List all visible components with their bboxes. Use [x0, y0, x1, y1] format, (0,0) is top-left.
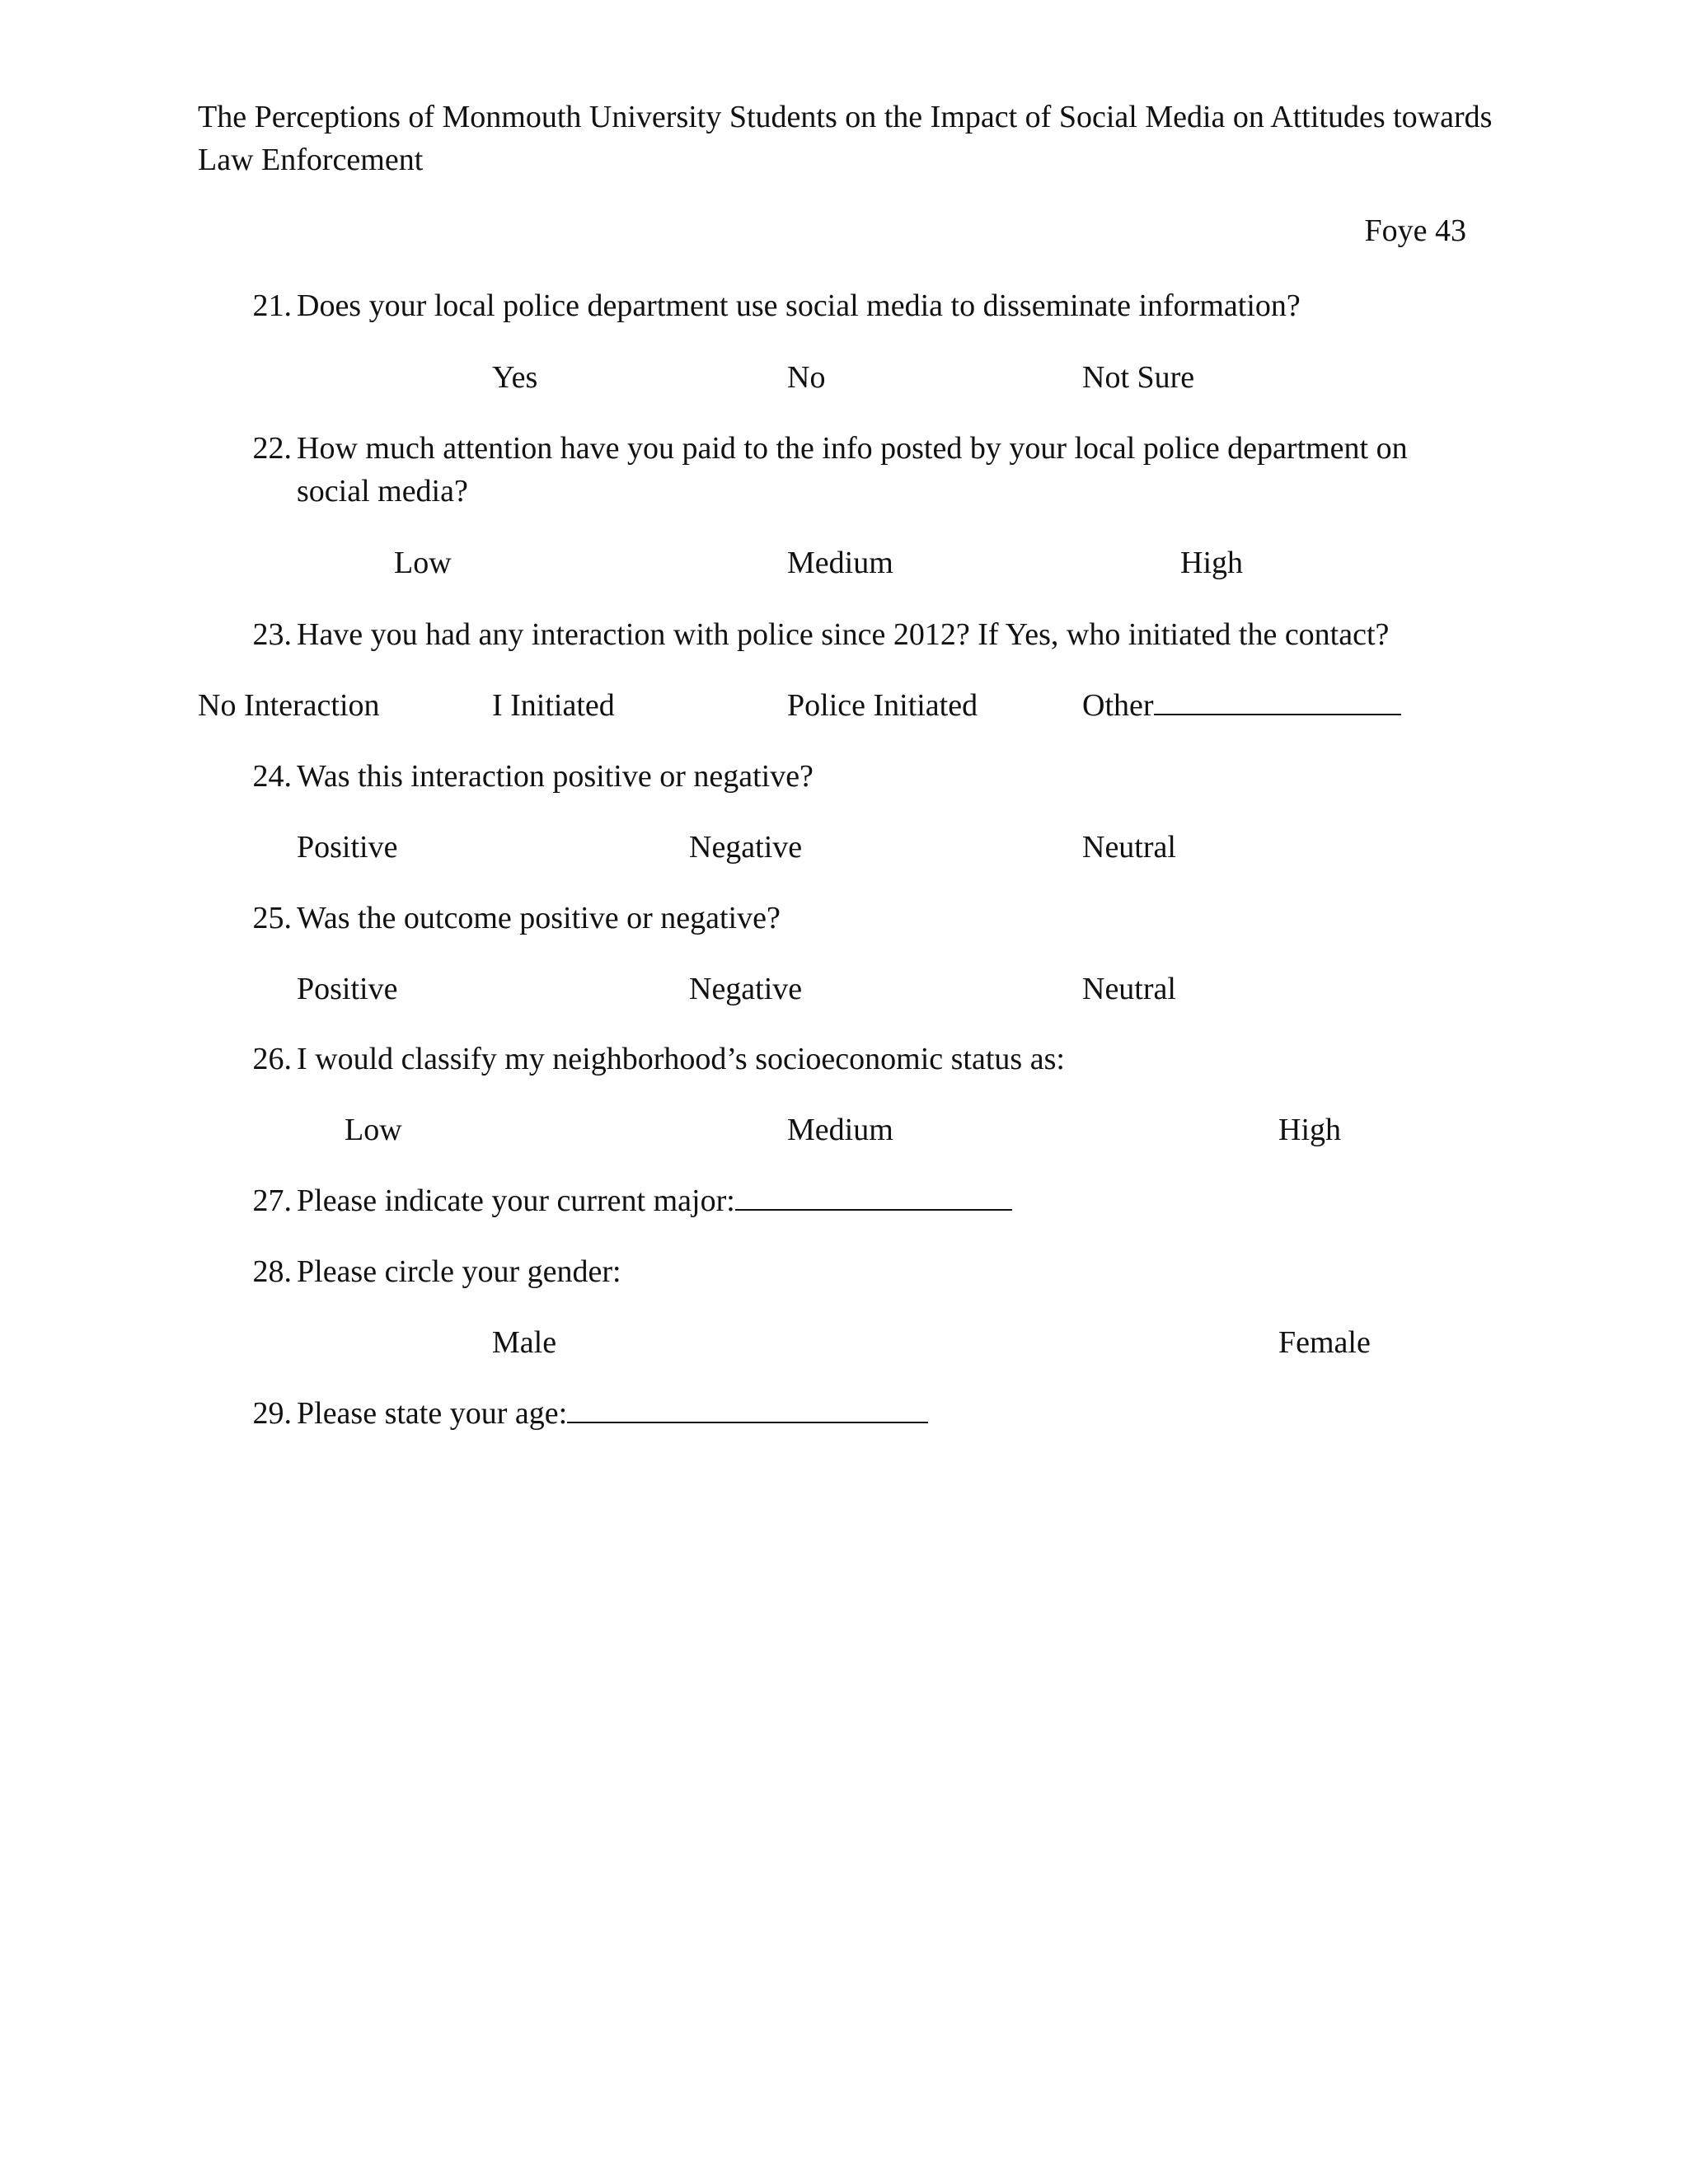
question-text-with-blank [297, 1392, 1475, 1435]
major-blank-line[interactable] [735, 1181, 1012, 1211]
answer-option[interactable]: Negative [689, 972, 803, 1006]
answer-option[interactable]: Yes [492, 360, 538, 395]
question-text: Was the outcome positive or negative? [297, 901, 781, 935]
page-number: Foye 43 [1364, 213, 1466, 248]
answer-option[interactable]: Medium [787, 1113, 893, 1147]
answer-option[interactable]: High [1180, 546, 1243, 580]
question-text: Was this interaction positive or negative? [297, 759, 814, 794]
answer-option[interactable]: Neutral [1082, 830, 1176, 865]
question-number: 22. [252, 431, 292, 466]
question-text: Does your local police department use social media to disseminate information? [297, 288, 1301, 323]
question-text: How much attention have you paid to the info posted by your local police department on social media? [297, 431, 1408, 509]
answer-option[interactable]: Not Sure [1082, 360, 1195, 395]
answer-option[interactable]: Male [492, 1325, 557, 1360]
answer-option-other[interactable] [1082, 684, 1401, 727]
answer-option[interactable]: Positive [297, 830, 398, 865]
question-text: Please state your age: [297, 1396, 568, 1431]
answer-option[interactable]: Neutral [1082, 972, 1176, 1006]
other-blank-line[interactable] [1154, 686, 1401, 715]
question-text-with-blank [297, 1179, 1475, 1222]
answer-option[interactable]: High [1278, 1113, 1341, 1147]
question-number: 28. [252, 1254, 292, 1289]
question-number: 27. [252, 1183, 292, 1218]
answer-option[interactable]: No Interaction [198, 688, 380, 723]
answer-option[interactable]: Female [1278, 1325, 1371, 1360]
question-text: Please circle your gender: [297, 1254, 621, 1289]
question-number: 29. [252, 1396, 292, 1431]
answer-option[interactable]: Negative [689, 830, 803, 865]
question-number: 26. [252, 1042, 292, 1076]
question-text: Have you had any interaction with police since 2012? If Yes, who initiated the contact? [297, 617, 1390, 652]
question-number: 24. [252, 759, 292, 794]
question-number: 25. [252, 901, 292, 935]
answer-option[interactable]: No [787, 360, 826, 395]
question-number: 23. [252, 617, 292, 652]
answer-option[interactable]: Low [345, 1113, 402, 1147]
question-text: I would classify my neighborhood’s socioeconomic status as: [297, 1042, 1065, 1076]
answer-option[interactable]: I Initiated [492, 688, 615, 723]
question-number: 21. [252, 288, 292, 323]
answer-option[interactable]: Police Initiated [787, 688, 978, 723]
running-title: The Perceptions of Monmouth University Students on the Impact of Social Media on Attitudes towards Law Enforcement [198, 100, 1493, 177]
age-blank-line[interactable] [567, 1394, 928, 1423]
question-text: Please indicate your current major: [297, 1183, 735, 1218]
answer-option[interactable]: Positive [297, 972, 398, 1006]
answer-option[interactable]: Low [394, 546, 452, 580]
answer-option[interactable]: Medium [787, 546, 893, 580]
answer-option-label: Other [1082, 688, 1154, 723]
